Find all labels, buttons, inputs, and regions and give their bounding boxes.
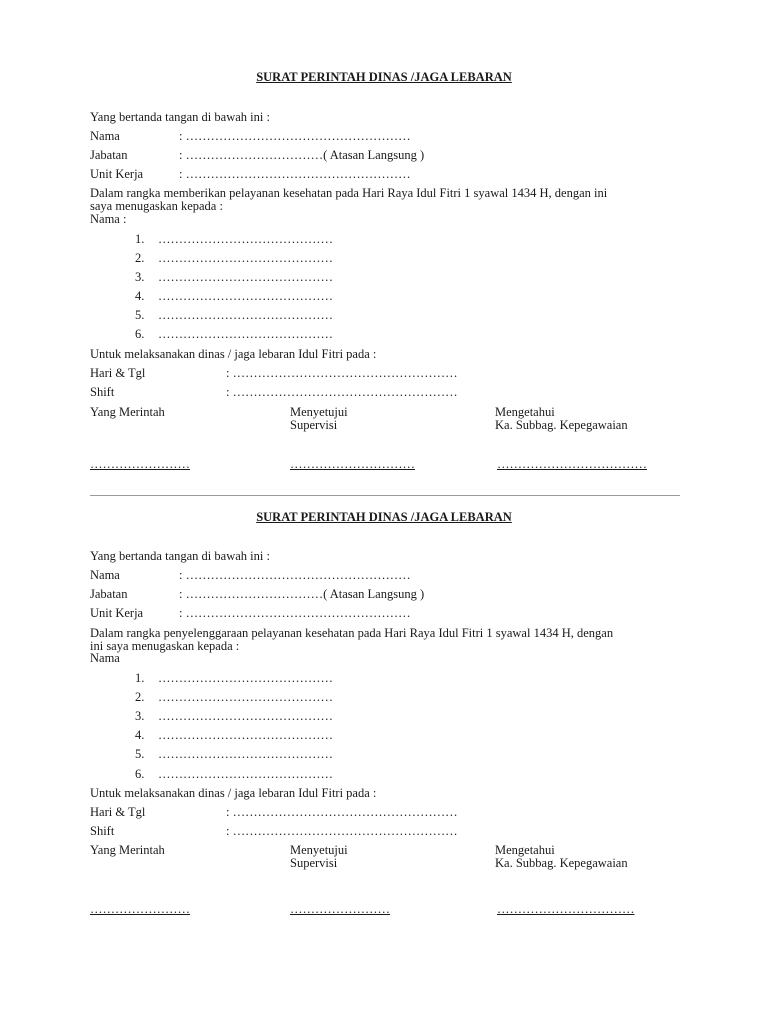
signature-yang-merintah-title: Yang Merintah — [90, 843, 165, 857]
unit-kerja-label: Unit Kerja — [90, 606, 144, 620]
jabatan-value: : ……………………………( Atasan Langsung ) — [179, 587, 425, 601]
nama-value: : ……………………………………………… — [179, 129, 411, 143]
unit-kerja-label: Unit Kerja — [90, 167, 144, 181]
list-item-number: 3. — [135, 709, 145, 723]
assignee-nama-label: Nama : — [90, 212, 127, 226]
list-item-number: 4. — [135, 289, 145, 303]
signature-menyetujui-title: Menyetujui — [290, 843, 348, 857]
signature-line-2: ………………………… — [290, 457, 415, 471]
duty-line: Untuk melaksanakan dinas / jaga lebaran Idul Fitri pada : — [90, 786, 377, 800]
purpose-line-1: Dalam rangka memberikan pelayanan kesehatan pada Hari Raya Idul Fitri 1 syawal 1434 H, dengan ini — [90, 186, 608, 200]
list-item-number: 3. — [135, 270, 145, 284]
hari-tgl-value: : ……………………………………………… — [226, 805, 458, 819]
list-item-number: 2. — [135, 690, 145, 704]
shift-label: Shift — [90, 385, 115, 399]
signature-kasubbag-title: Ka. Subbag. Kepegawaian — [495, 856, 628, 870]
signature-line-3: ……………………………… — [497, 457, 647, 471]
signature-menyetujui-title: Menyetujui — [290, 405, 348, 419]
signature-mengetahui-title: Mengetahui — [495, 405, 555, 419]
hari-tgl-value: : ……………………………………………… — [226, 366, 458, 380]
unit-kerja-value: : ……………………………………………… — [179, 167, 411, 181]
purpose-line-2: saya menugaskan kepada : — [90, 199, 223, 213]
nama-value: : ……………………………………………… — [179, 568, 411, 582]
list-item-dots: …………………………………… — [158, 232, 333, 246]
signature-yang-merintah-title: Yang Merintah — [90, 405, 165, 419]
section-divider — [90, 495, 680, 496]
duty-line: Untuk melaksanakan dinas / jaga lebaran Idul Fitri pada : — [90, 347, 377, 361]
signature-supervisi-title: Supervisi — [290, 418, 338, 432]
signature-line-3: …………………………… — [497, 902, 635, 916]
jabatan-label: Jabatan — [90, 148, 128, 162]
list-item-dots: …………………………………… — [158, 690, 333, 704]
jabatan-label: Jabatan — [90, 587, 128, 601]
list-item-dots: …………………………………… — [158, 270, 333, 284]
shift-label: Shift — [90, 824, 115, 838]
list-item-dots: …………………………………… — [158, 289, 333, 303]
hari-tgl-label: Hari & Tgl — [90, 366, 146, 380]
signature-line-1: …………………… — [90, 457, 190, 471]
assignee-nama-label: Nama — [90, 651, 120, 665]
list-item-dots: …………………………………… — [158, 747, 333, 761]
list-item-dots: …………………………………… — [158, 308, 333, 322]
list-item-number: 6. — [135, 767, 145, 781]
signature-kasubbag-title: Ka. Subbag. Kepegawaian — [495, 418, 628, 432]
form-title: SURAT PERINTAH DINAS /JAGA LEBARAN — [256, 510, 512, 524]
purpose-line-1: Dalam rangka penyelenggaraan pelayanan kesehatan pada Hari Raya Idul Fitri 1 syawal 1434 H, dengan — [90, 626, 614, 640]
hari-tgl-label: Hari & Tgl — [90, 805, 146, 819]
list-item-dots: …………………………………… — [158, 671, 333, 685]
list-item-number: 1. — [135, 671, 145, 685]
list-item-dots: …………………………………… — [158, 327, 333, 341]
list-item-number: 5. — [135, 308, 145, 322]
intro-text: Yang bertanda tangan di bawah ini : — [90, 549, 270, 563]
purpose-line-2: ini saya menugaskan kepada : — [90, 639, 240, 653]
list-item-number: 4. — [135, 728, 145, 742]
list-item-number: 5. — [135, 747, 145, 761]
nama-label: Nama — [90, 568, 120, 582]
list-item-dots: …………………………………… — [158, 709, 333, 723]
signature-supervisi-title: Supervisi — [290, 856, 338, 870]
list-item-number: 1. — [135, 232, 145, 246]
signature-line-1: …………………… — [90, 902, 190, 916]
signature-mengetahui-title: Mengetahui — [495, 843, 555, 857]
unit-kerja-value: : ……………………………………………… — [179, 606, 411, 620]
list-item-dots: …………………………………… — [158, 728, 333, 742]
list-item-number: 6. — [135, 327, 145, 341]
list-item-dots: …………………………………… — [158, 251, 333, 265]
list-item-dots: …………………………………… — [158, 767, 333, 781]
intro-text: Yang bertanda tangan di bawah ini : — [90, 110, 270, 124]
list-item-number: 2. — [135, 251, 145, 265]
nama-label: Nama — [90, 129, 120, 143]
form-title: SURAT PERINTAH DINAS /JAGA LEBARAN — [256, 70, 512, 84]
signature-line-2: …………………… — [290, 902, 390, 916]
shift-value: : ……………………………………………… — [226, 385, 458, 399]
shift-value: : ……………………………………………… — [226, 824, 458, 838]
jabatan-value: : ……………………………( Atasan Langsung ) — [179, 148, 425, 162]
